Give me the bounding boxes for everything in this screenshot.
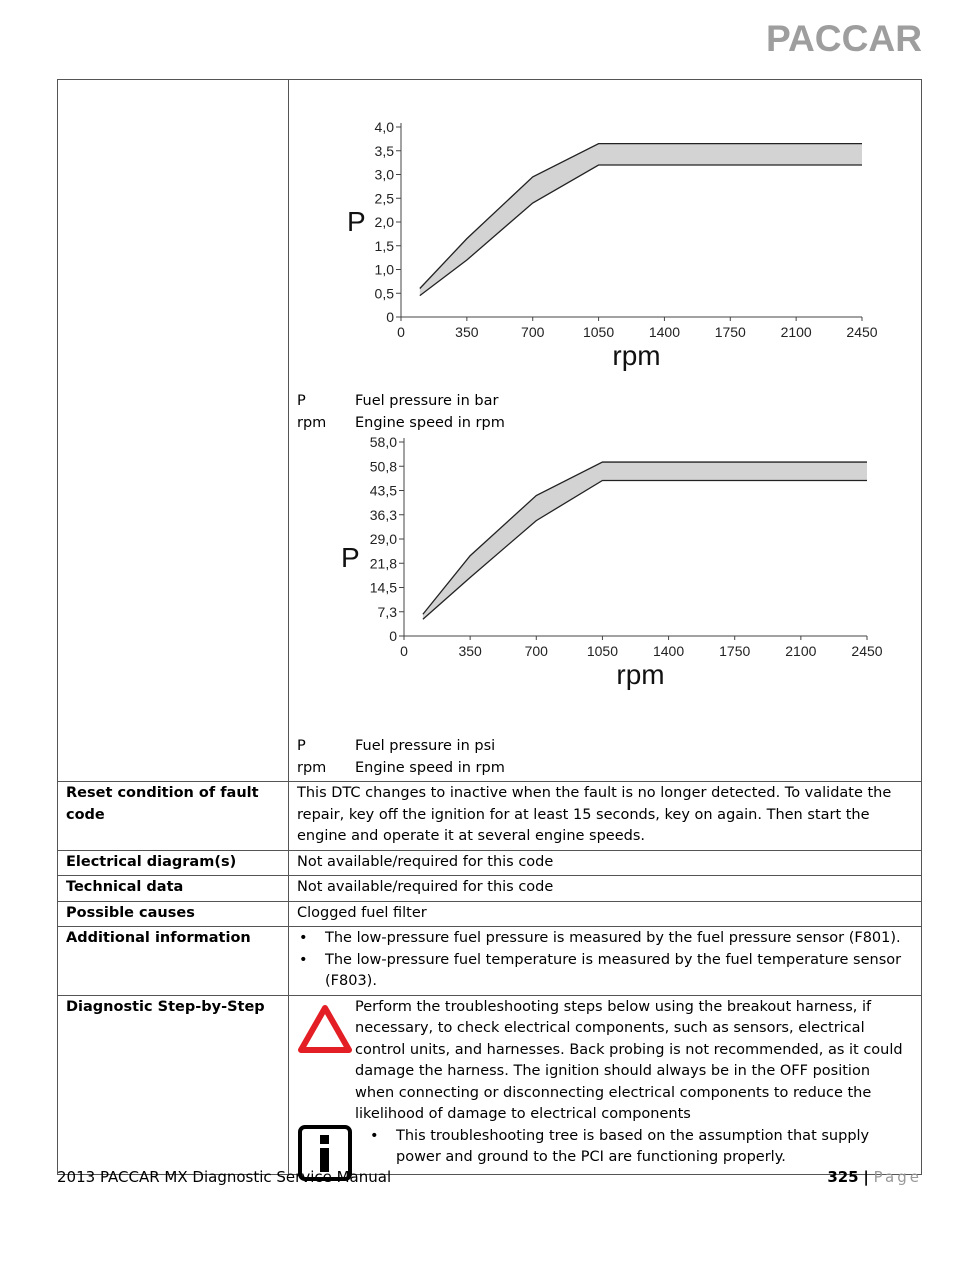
- legend-description: Fuel pressure in psi: [355, 738, 496, 754]
- y-tick-label: 2,0: [374, 214, 394, 230]
- list-item: • This troubleshooting tree is based on the assumption that supply power and ground to the PCI are functioning properly.: [396, 1126, 913, 1169]
- charts-label-cell: [58, 80, 289, 782]
- y-axis-label: P: [341, 542, 360, 573]
- x-tick-label: 1750: [714, 324, 746, 340]
- legend-description: Fuel pressure in bar: [355, 393, 499, 409]
- info-block: [297, 1126, 913, 1172]
- row-value: Not available/required for this code: [289, 876, 922, 902]
- list-item: • The low-pressure fuel temperature is measured by the fuel temperature sensor (F803).: [325, 950, 913, 993]
- y-tick-label: 4,0: [374, 119, 394, 135]
- reset-row: [58, 782, 922, 851]
- legend-symbol: rpm: [297, 759, 327, 776]
- y-tick-label: 2,5: [374, 190, 394, 207]
- x-tick-label: 2450: [846, 324, 878, 340]
- fault-code-table: [57, 79, 922, 1175]
- manual-title: 2013 PACCAR MX Diagnostic Service Manual: [57, 1168, 392, 1186]
- x-tick-label: 350: [455, 324, 479, 340]
- page-number: [827, 1168, 922, 1186]
- page-num-value: 325: [827, 1168, 859, 1186]
- fuel-pressure-bar-chart: [297, 81, 897, 391]
- pressure-band: [420, 144, 862, 296]
- diagnostic-row: [58, 995, 922, 1174]
- y-tick-label: 3,5: [374, 142, 394, 159]
- x-tick-label: 700: [521, 324, 545, 340]
- page-word: Page: [873, 1168, 922, 1186]
- row-value: Not available/required for this code: [289, 850, 922, 876]
- technical-row: [58, 876, 922, 902]
- y-tick-label: 1,0: [374, 261, 394, 278]
- fuel-pressure-psi-chart: [297, 436, 897, 736]
- svg-text:PACCAR: PACCAR: [766, 20, 922, 56]
- y-tick-label: 50,8: [369, 458, 397, 475]
- y-tick-label: 21,8: [369, 555, 397, 572]
- causes-row: [58, 901, 922, 927]
- row-label: Reset condition of fault code: [58, 782, 289, 851]
- info-list: [355, 1126, 913, 1169]
- y-tick-label: 0,5: [374, 285, 394, 302]
- pressure-band: [423, 462, 867, 619]
- legend-description: Engine speed in rpm: [355, 414, 505, 431]
- y-tick-label: 36,3: [369, 506, 397, 523]
- paccar-logo: [766, 20, 924, 56]
- row-value: This DTC changes to inactive when the fault is no longer detected. To validate the repair, key off the ignition for at least 15 seconds, key on again. Then start the engine and operate it at several engine speeds.: [289, 782, 922, 851]
- row-label: Additional information: [58, 927, 289, 996]
- row-value: [289, 927, 922, 996]
- page-footer: [57, 1168, 922, 1186]
- x-tick-label: 1050: [586, 643, 619, 659]
- row-label: Possible causes: [58, 901, 289, 927]
- electrical-row: [58, 850, 922, 876]
- charts-cell: [289, 80, 922, 782]
- warning-triangle-icon: [297, 1003, 353, 1055]
- legend-bar: [297, 391, 913, 434]
- legend-description: Engine speed in rpm: [355, 759, 505, 776]
- additional-row: [58, 927, 922, 996]
- legend-symbol: rpm: [297, 414, 327, 431]
- row-label: Technical data: [58, 876, 289, 902]
- y-tick-label: 14,5: [369, 579, 397, 596]
- additional-list: [297, 928, 913, 993]
- x-tick-label: 0: [397, 324, 405, 340]
- x-axis-label: rpm: [616, 659, 665, 690]
- x-tick-label: 350: [458, 643, 482, 659]
- legend-psi: [297, 736, 913, 779]
- warning-block: [297, 997, 913, 1126]
- legend-symbol: P: [297, 393, 306, 409]
- legend-symbol: P: [297, 738, 306, 754]
- x-tick-label: 1050: [582, 324, 615, 340]
- y-tick-label: 29,0: [369, 531, 397, 547]
- y-tick-label: 0: [389, 628, 397, 644]
- list-item: • The low-pressure fuel pressure is measured by the fuel pressure sensor (F801).: [325, 928, 913, 950]
- x-axis-label: rpm: [612, 340, 661, 371]
- row-value: [289, 995, 922, 1174]
- y-tick-label: 43,5: [369, 482, 397, 499]
- series-line-upper: [423, 462, 867, 614]
- page-separator: |: [863, 1168, 869, 1186]
- y-tick-label: 0: [386, 309, 394, 325]
- y-tick-label: 3,0: [374, 166, 394, 183]
- x-tick-label: 0: [400, 643, 408, 659]
- x-tick-label: 2450: [851, 643, 883, 659]
- x-tick-label: 2100: [780, 324, 812, 340]
- row-label: Diagnostic Step-by-Step: [58, 995, 289, 1174]
- y-tick-label: 7,3: [377, 603, 397, 620]
- x-tick-label: 1400: [648, 324, 681, 340]
- charts-row: [58, 80, 922, 782]
- row-value: Clogged fuel filter: [289, 901, 922, 927]
- x-tick-label: 2100: [785, 643, 817, 659]
- x-tick-label: 1750: [719, 643, 751, 659]
- x-tick-label: 1400: [652, 643, 685, 659]
- y-axis-label: P: [347, 206, 366, 237]
- row-label: Electrical diagram(s): [58, 850, 289, 876]
- y-tick-label: 1,5: [374, 237, 394, 254]
- warning-text: Perform the troubleshooting steps below using the breakout harness, if necessary, to check electrical components, such as sensors, electrical control units, and harnesses. Back probing is not recommended, as it could damage the harness. The ignition should always be in the OFF position when connecting or disconnecting electrical components to reduce the likelihood of damage to electrical components: [355, 998, 903, 1122]
- y-tick-label: 58,0: [369, 436, 397, 450]
- x-tick-label: 700: [524, 643, 548, 659]
